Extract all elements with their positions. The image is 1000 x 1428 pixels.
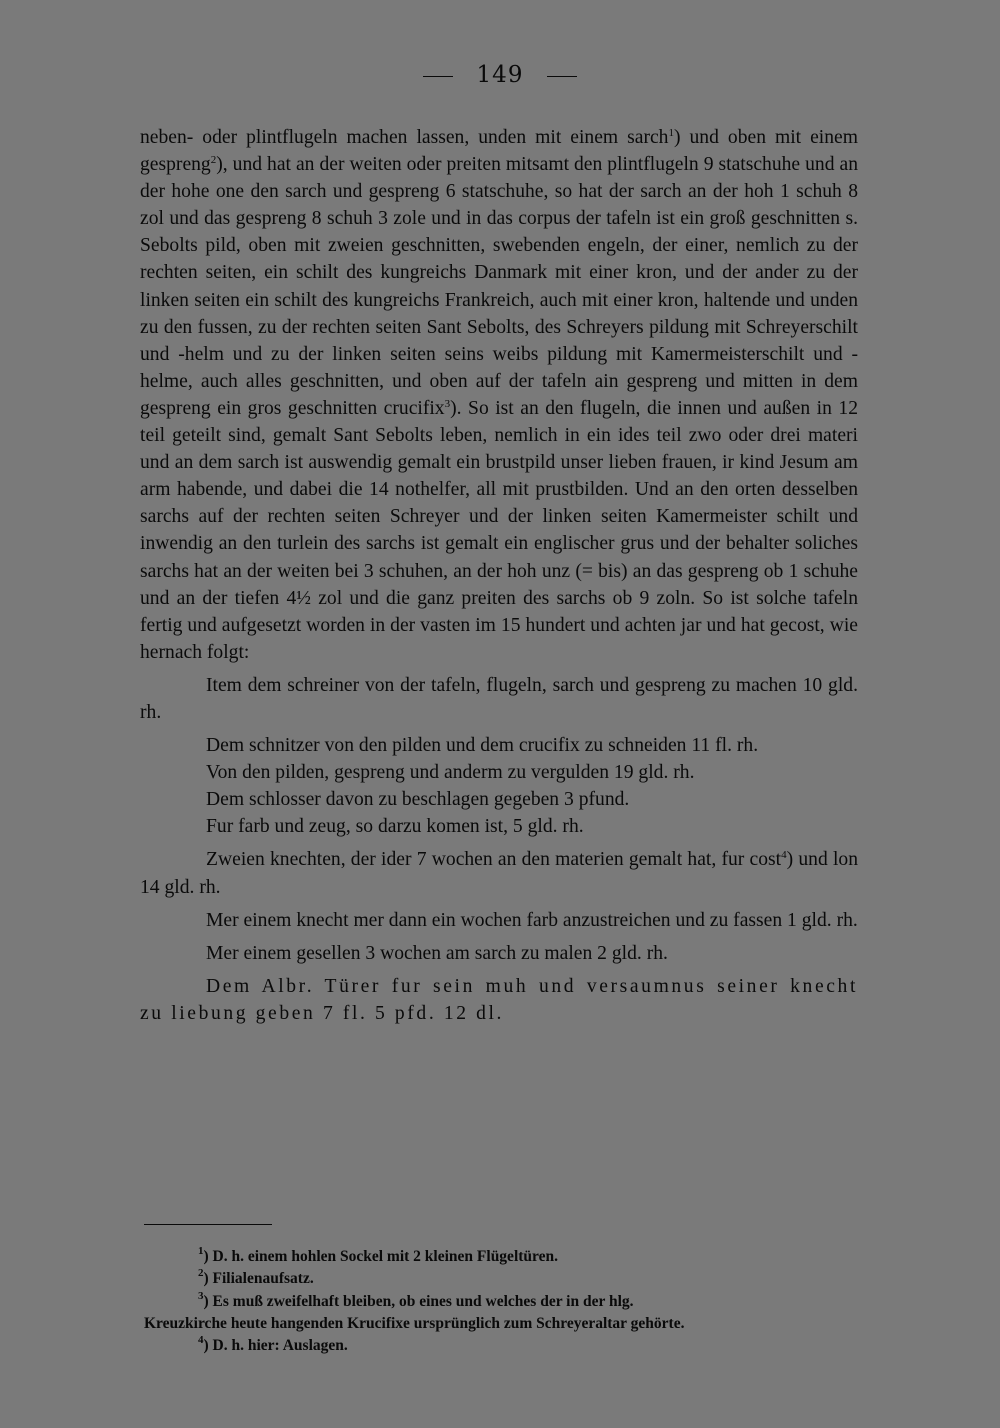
text-run: ). So ist an den flugeln, die innen und außen in 12 teil geteilt sind, gemalt Sant Sebolts leben, nemlich in ein ides teil zwo oder drei materi und an dem sarch ist auswendig gemalt ein brustpild unser lieben frauen, ir kind Jesum am arm habende, und dabei die 14 nothelfer, all mit prustbilden. Und an den orten desselben sarchs auf der rechten seiten Schreyer und der linken seiten Kamermeister schilt und inwendig an den turlein des sarchs ist gemalt ein englischer grus und der behalter soliches sarchs hat an der weiten bei 3 schuhen, an der hoh unz (= bis) an das gespreng ob 1 schuhe und an der tiefen 4½ zol und die ganz preiten des sarchs ob 9 zoln. So ist solche tafeln fertig und aufgesetzt worden in der vasten im 15 hundert und achten jar und hat gecost, wie hernach folgt: xyxy=(140,397,858,663)
page-number: 149 xyxy=(476,62,524,88)
footnote-3 xyxy=(144,1291,860,1313)
footnotes xyxy=(144,1246,860,1357)
footnote-text: ) Es muß zweifelhaft bleiben, ob eines und welches der in der hlg. xyxy=(203,1292,634,1310)
footnote-mark: 2 xyxy=(198,1267,204,1280)
list-item: Dem schnitzer von den pilden und dem crucifix zu schneiden 11 fl. rh. xyxy=(206,735,759,757)
header-dash-left xyxy=(423,76,453,77)
list-item: Von den pilden, gespreng und anderm zu vergulden 19 gld. rh. xyxy=(206,762,695,784)
footnote-mark: 4 xyxy=(198,1334,204,1347)
footnote-1 xyxy=(144,1246,860,1268)
text-run: neben- oder plintflugeln machen lassen, unden mit einem sarch xyxy=(140,127,669,148)
footnote-ref-1: 1 xyxy=(668,127,674,139)
footnote-text: ) D. h. hier: Auslagen. xyxy=(203,1337,348,1355)
footnote-mark: 3 xyxy=(198,1289,204,1302)
footnote-ref-3: 3 xyxy=(444,397,451,410)
footnote-text: ) D. h. einem hohlen Sockel mit 2 kleinen Flügeltüren. xyxy=(203,1248,559,1265)
text-run: ) und lon 14 gld. rh. xyxy=(140,849,858,898)
list-item: Fur farb und zeug, so darzu komen ist, 5 gld. rh. xyxy=(206,816,584,838)
list-item: Mer einem gesellen 3 wochen am sarch zu malen 2 gld. rh. xyxy=(206,942,668,964)
footnote-mark: 1 xyxy=(198,1245,204,1257)
footnote-rule xyxy=(144,1224,272,1225)
header-dash-right xyxy=(547,76,577,77)
text-run: ), und hat an der weiten oder preiten mitsamt den plintflugeln 9 statschuhe und an der hohe one den sarch und gespreng 6 statschuhe, so hat der sarch an der hoh 1 schuh 8 zol und das gespreng 8 schuh 3 zole und in das corpus der tafeln ist ein groß geschnitten s. Sebolts pild, oben mit zweien geschnitten, swebenden engeln, der einer, nemlich zu der rechten seiten, ein schilt des kungreichs Danmark mit einer kron, und der ander zu der linken seiten ein schilt des kungreichs Frankreich, auch mit einer kron, haltende und unden zu den fussen, zu der rechten seiten Sant Sebolts, des Schreyers pildung mit Schreyerschilt und -helm und zu der linken seiten seins weibs pildung mit Kamermeisterschilt und -helme, auch alles geschnitten, und oben auf der tafeln ain gespreng und mitten in dem gespreng ein gros geschnitten crucifix xyxy=(140,154,858,419)
footnote-3-continued: Kreuzkirche heute hangenden Krucifixe ursprünglich zum Schreyeraltar gehörte. xyxy=(144,1314,685,1332)
paragraph-main xyxy=(140,124,858,666)
text-run: Zweien knechten, der ider 7 wochen an den materien gemalt hat, fur cost xyxy=(206,849,782,871)
footnote-4 xyxy=(144,1335,860,1357)
list-item xyxy=(140,846,858,900)
list-item: Mer einem knecht mer dann ein wochen farb anzustreichen und zu fassen 1 gld. rh. xyxy=(206,909,858,931)
list-item: Dem Albr. Türer fur sein muh und versaumnus seiner knecht zu liebung geben 7 fl. 5 pfd. 12 dl. xyxy=(140,975,858,1024)
footnote-2 xyxy=(144,1268,860,1290)
main-text xyxy=(140,124,858,1027)
list-item: Item dem schreiner von der tafeln, flugeln, sarch und gespreng zu machen 10 gld. rh. xyxy=(140,674,858,723)
footnote-ref-2: 2 xyxy=(210,154,217,167)
footnote-text: ) Filialenaufsatz. xyxy=(203,1270,314,1288)
text-run: ) und oben mit einem gespreng xyxy=(140,127,858,176)
page-header xyxy=(0,62,1000,88)
footnote-ref-4: 4 xyxy=(781,849,787,862)
list-item: Dem schlosser davon zu beschlagen gegeben 3 pfund. xyxy=(206,789,630,811)
